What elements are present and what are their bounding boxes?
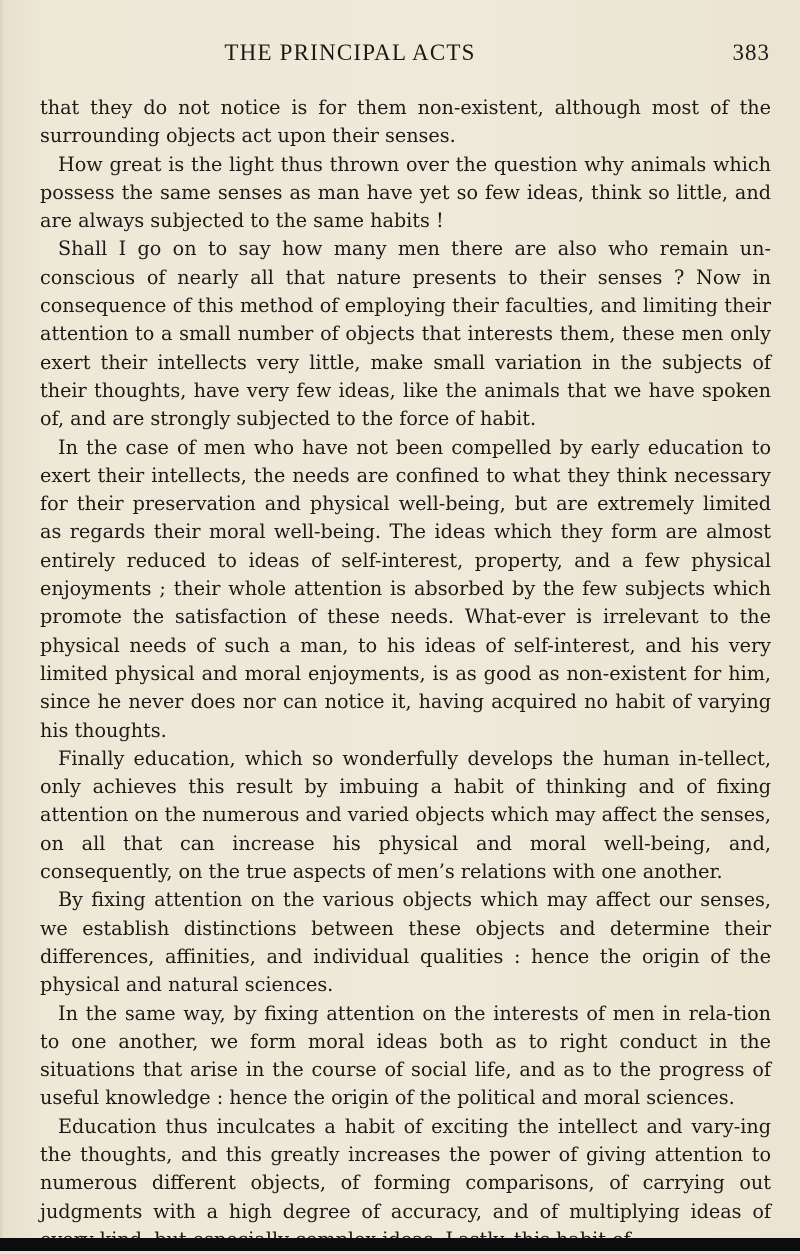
paragraph: By fixing attention on the various objects which may affect our senses, we establish distinctions between these objects and determine their differences, affinities, and individual qualities : hence the origin of the physical and natural sciences. [40, 888, 771, 997]
page-number: 383 [732, 40, 770, 65]
paragraph: In the same way, by fixing attention on the interests of men in rela-tion to one another, we form moral ideas both as to right conduct in the situations that arise in the course of social life, and as to the progress of useful knowledge : hence the origin of the political and moral sciences. [40, 1001, 771, 1110]
paragraph: that they do not notice is for them non-existent, although most of the surrounding objects act upon their senses. [40, 96, 771, 148]
paragraph: In the case of men who have not been compelled by early education to exert their intellects, the needs are confined to what they think necessary for their preservation and physical well-being, but are extremely limited as regards their moral well-being. The ideas which they form are almost entirely reduced to ideas of self-interest, property, and a few physical enjoyments ; their whole attention is absorbed by the few subjects which promote the satisfaction of these needs. What-ever is irrelevant to the physical needs of such a man, to his ideas of self-interest, and his very limited physical and moral enjoyments, is as good as non-existent for him, since he never does nor can notice it, having acquired no habit of varying his thoughts. [40, 435, 771, 742]
paragraph: How great is the light thus thrown over the question why animals which possess the same senses as man have yet so few ideas, think so little, and are always subjected to the same habits ! [40, 152, 771, 233]
body-text [40, 94, 771, 1254]
paragraph: Finally education, which so wonderfully develops the human in-tellect, only achieves this result by imbuing a habit of thinking and of fixing attention on the numerous and varied objects which may affect the senses, on all that can increase his physical and moral well-being, and, consequently, on the true aspects of men’s relations with one another. [40, 746, 771, 884]
running-head [40, 16, 770, 65]
page-gutter-shadow [0, 0, 4, 1251]
running-title: THE PRINCIPAL ACTS [224, 40, 476, 65]
scan-bottom-edge [0, 1238, 800, 1251]
paragraph: Shall I go on to say how many men there are also who remain un-conscious of nearly all that nature presents to their senses ? Now in consequence of this method of employing their faculties, and limiting their attention to a small number of objects that interests them, these men only exert their intellects very little, make small variation in the subjects of their thoughts, have very few ideas, like the animals that we have spoken of, and are strongly subjected to the force of habit. [40, 237, 771, 431]
paragraph: Education thus inculcates a habit of exciting the intellect and vary-ing the thoughts, and this greatly increases the power of giving attention to numerous different objects, of forming comparisons, of carrying out judgments with a high degree of accuracy, and of multiplying ideas of [40, 1114, 771, 1223]
